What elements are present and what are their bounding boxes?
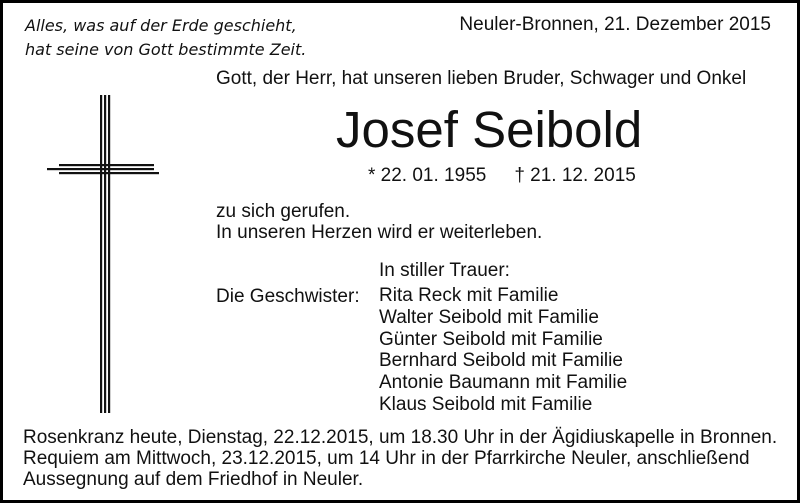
place-and-date: Neuler-Bronnen, 21. Dezember 2015 [459,14,771,35]
service-line-3: Aussegnung auf dem Friedhof in Neuler. [23,469,364,490]
siblings-list [379,285,627,416]
list-item: Bernhard Seibold mit Familie [379,350,623,372]
birth-date: * 22. 01. 1955 [368,165,487,186]
mourning-label: In stiller Trauer: [379,260,510,281]
list-item: Walter Seibold mit Familie [379,306,599,328]
list-item: Günter Seibold mit Familie [379,328,603,350]
intro-text: Gott, der Herr, hat unseren lieben Bruder, Schwager und Onkel [216,68,747,89]
list-item: Antonie Baumann mit Familie [379,372,628,394]
service-info [23,427,777,490]
called-line-2: In unseren Herzen wird er weiterleben. [216,222,543,243]
bible-verse [25,14,306,62]
siblings-label: Die Geschwister: [216,286,360,307]
death-date: † 21. 12. 2015 [514,165,636,186]
service-line-2: Requiem am Mittwoch, 23.12.2015, um 14 Uhr in der Pfarrkirche Neuler, anschließend [23,448,750,469]
life-dates [368,164,636,188]
called-text [216,201,542,243]
verse-line-2: hat seine von Gott bestimmte Zeit. [25,40,307,59]
list-item: Rita Reck mit Familie [379,285,559,306]
deceased-name: Josef Seibold [336,101,643,158]
service-line-1: Rosenkranz heute, Dienstag, 22.12.2015, um 18.30 Uhr in der Ägidiuskapelle in Bronnen. [23,427,778,448]
called-line-1: zu sich gerufen. [216,201,351,222]
verse-line-1: Alles, was auf der Erde geschieht, [25,16,297,35]
list-item: Klaus Seibold mit Familie [379,393,593,415]
